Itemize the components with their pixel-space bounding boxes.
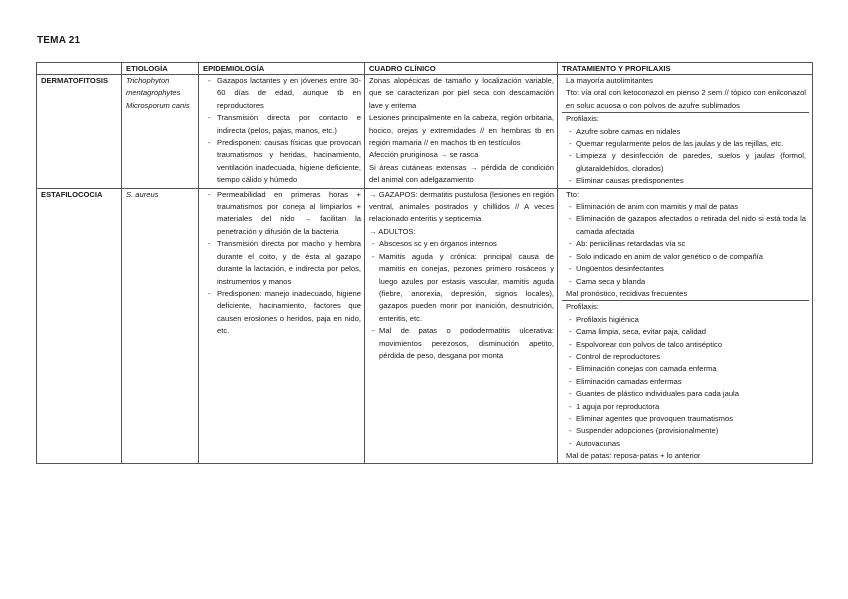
tratamiento-block xyxy=(562,75,809,113)
paragraph: Tto: vía oral con ketoconazol en pienso 2 sem // tópico con enilconazol en soluc acuosa o con polvos de azufre sublimados xyxy=(566,88,806,110)
etiologia-cell xyxy=(122,75,199,189)
list-item: - Eliminación de gazapos afectados o retirada del nido si está toda la camada afectada xyxy=(566,213,806,238)
etiologia-cell xyxy=(122,188,199,463)
epidemiologia-cell xyxy=(199,75,365,189)
epidemiologia-cell xyxy=(199,188,365,463)
list-item: - Eliminación de anim con mamitis y mal de patas xyxy=(566,201,806,213)
list-item: - Abscesos sc y en órganos internos xyxy=(369,238,554,250)
disease-table xyxy=(36,62,813,464)
paragraph: Lesiones principalmente en la cabeza, región orbitaria, hocico, orejas y extremidades // en hembras tb en región mamaria // en machos tb en testículos xyxy=(369,113,554,148)
list-item: - Ungüentos desinfectantes xyxy=(566,263,806,275)
etiologia-item: S. aureus xyxy=(126,189,159,199)
profilaxis-block xyxy=(562,113,809,187)
etiologia-item: Trichophyton mentagrophytes xyxy=(126,76,181,98)
list-item: - Gazapos lactantes y en jóvenes entre 30-60 días de edad, aunque tb en reproductores xyxy=(203,75,361,112)
paragraph: Afección pruriginosa → se rasca xyxy=(369,150,479,160)
list-item: - Transmisión directa por contacto e indirecta (pelos, pajas, manos, etc.) xyxy=(203,112,361,137)
list-item: - Quemar regularmente pelos de las jaulas y de las rejillas, etc. xyxy=(566,138,806,150)
tratamiento-cell xyxy=(558,75,813,189)
header-cuadro-clinico: CUADRO CLÍNICO xyxy=(365,63,558,75)
list-item: - Autovacunas xyxy=(566,438,806,450)
table-row xyxy=(37,188,813,463)
paragraph: Zonas alopécicas de tamaño y localización variable, que se caracterizan por piel seca con descamación lave y eritema xyxy=(369,76,554,110)
list-item: - Guantes de plástico individuales para cada jaula xyxy=(566,388,806,400)
paragraph: Si áreas cutáneas extensas → pérdida de condición del animal con adelgazamiento xyxy=(369,162,554,185)
row-title-dermatofitosis: DERMATOFITOSIS xyxy=(37,75,122,189)
list-item: - Eliminación conejas con camada enferma xyxy=(566,363,806,375)
list-item: - Eliminar causas predisponentes xyxy=(566,175,806,187)
list-item: - Eliminar agentes que provoquen traumatismos xyxy=(566,413,806,425)
list-item: - Mamitis aguda y crónica: principal causa de mamitis en conejas, pezones primero rosáceos y luego azules por estasis vascular, mamitis aguda (fiebre, anorexia, depresión, signos locales), gazapos pueden morir por inanición, desnutrición, enteritis, etc. xyxy=(369,251,554,325)
paragraph: La mayoría autolimitantes xyxy=(566,76,653,85)
row-title-estafilococia: ESTAFILOCOCIA xyxy=(37,188,122,463)
list-item: - Ab: penicilinas retardadas vía sc xyxy=(566,238,806,250)
list-item: - Transmisión directa por macho y hembra durante el coito, y de ésta al gazapo durante la lactación, e indirecta por pelos, instrumentos y manos xyxy=(203,238,361,288)
list-item: - Suspender adopciones (provisionalmente) xyxy=(566,425,806,437)
list-item: - 1 aguja por reproductora xyxy=(566,401,806,413)
header-epidemiologia: EPIDEMIOLOGÍA xyxy=(199,63,365,75)
list-item: - Espolvorear con polvos de talco antiséptico xyxy=(566,339,806,351)
list-item: - Cama seca y blanda xyxy=(566,276,806,288)
list-item: - Permeabilidad en primeras horas + traumatismos por coneja al limpiarlos + materiales del nido → facilitan la penetración y difusión de la bacteria xyxy=(203,189,361,239)
header-row xyxy=(37,63,813,75)
list-item: - Predisponen: manejo inadecuado, higiene deficiente, hacinamiento, factores que causen erosiones o heridos, paja en nido, etc. xyxy=(203,288,361,338)
pronostico-text: Mal pronóstico, recidivas frecuentes xyxy=(566,288,688,298)
cuadro-clinico-cell xyxy=(365,75,558,189)
footer-note: Mal de patas: reposa-patas + lo anterior xyxy=(566,451,701,461)
list-item: - Solo indicado en anim de valor genético o de compañía xyxy=(566,251,806,263)
paragraph: → ADULTOS: xyxy=(369,226,416,236)
profilaxis-block xyxy=(562,301,809,462)
paragraph: → GAZAPOS: dermatitis pustulosa (lesiones en región ventral, animales postrados y chillidos // A veces relacionado enteritis y septicemia xyxy=(369,189,554,224)
list-item: - Limpieza y desinfección de paredes, suelos y jaulas (formol, glutaraldehídos, clorados) xyxy=(566,150,806,175)
list-item: - Control de reproductores xyxy=(566,351,806,363)
etiologia-item: Microsporum canis xyxy=(126,100,190,110)
list-item: - Azufre sobre camas en nidales xyxy=(566,126,806,138)
cuadro-clinico-cell xyxy=(365,188,558,463)
list-item: - Cama limpia, seca, evitar paja, calidad xyxy=(566,326,806,338)
list-item: - Predisponen: causas físicas que provocan traumatismos y heridas, hacinamiento, ventilación inadecuada, higiene deficiente, tiempo cálido y húmedo xyxy=(203,137,361,187)
page-title: TEMA 21 xyxy=(37,35,81,46)
profilaxis-title: Profilaxis: xyxy=(566,114,599,124)
list-item: - Profilaxis higiénica xyxy=(566,314,806,326)
tratamiento-block xyxy=(562,189,809,302)
list-item: - Eliminación camadas enfermas xyxy=(566,376,806,388)
table-row xyxy=(37,75,813,189)
header-tratamiento: TRATAMIENTO Y PROFILAXIS xyxy=(558,63,813,75)
profilaxis-title: Profilaxis: xyxy=(566,302,599,312)
header-corner xyxy=(37,63,122,75)
tto-title: Tto: xyxy=(566,189,580,199)
header-etiologia: ETIOLOGÍA xyxy=(122,63,199,75)
tratamiento-cell xyxy=(558,188,813,463)
list-item: - Mal de patas o pododermatitis ulcerativa: movimientos perezosos, disminución apetito, pérdida de peso, desgana por monta xyxy=(369,325,554,362)
